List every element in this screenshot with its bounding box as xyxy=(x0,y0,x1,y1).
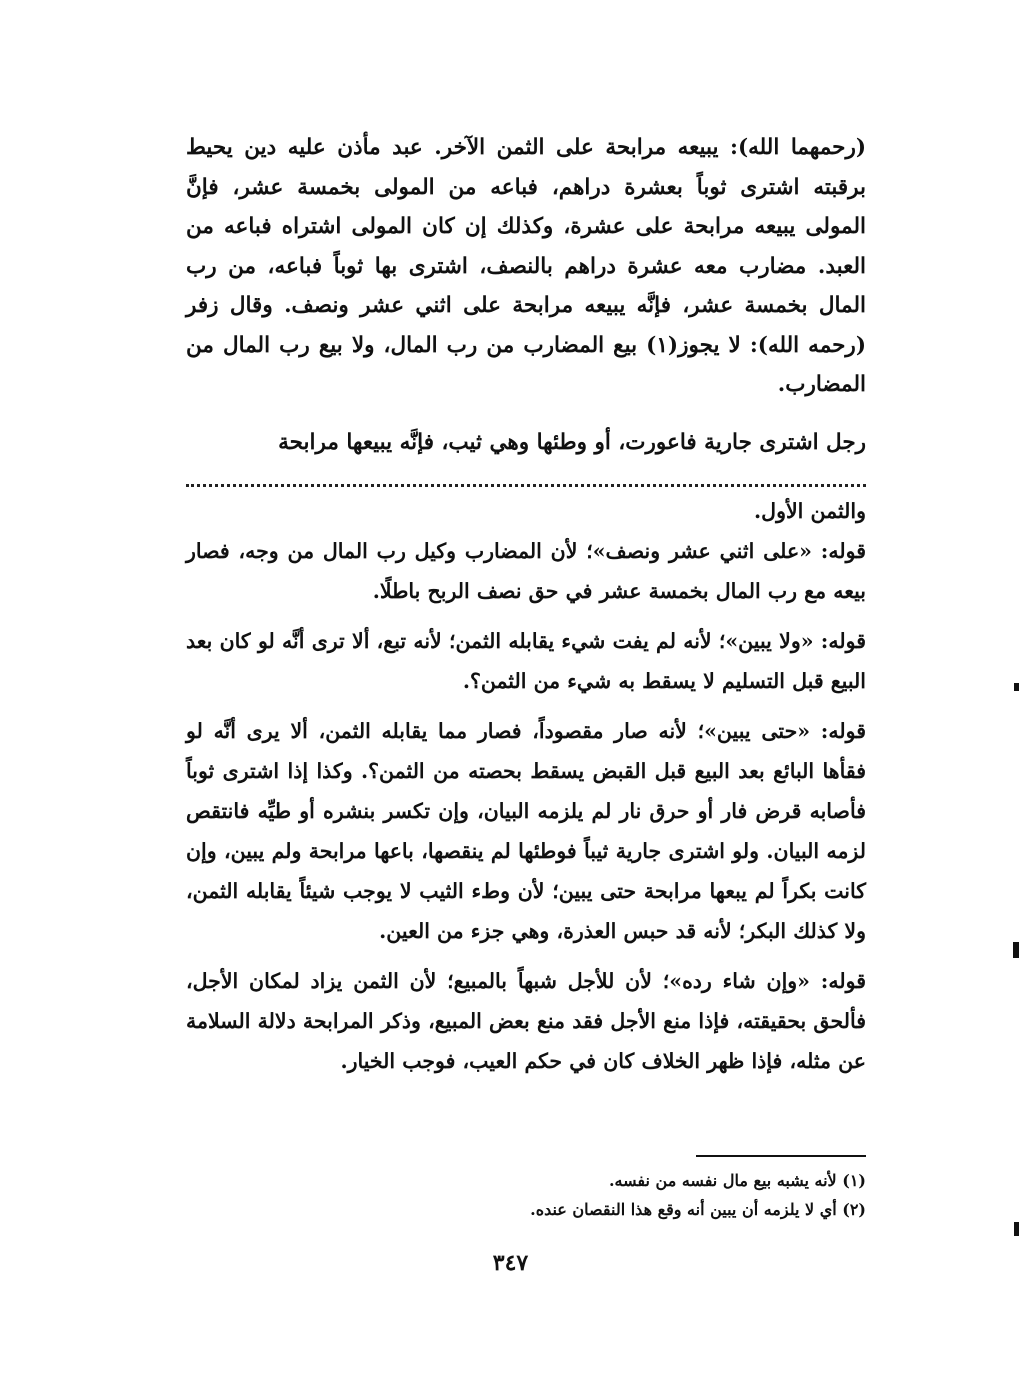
page-body xyxy=(186,128,866,1081)
scan-edge-mark xyxy=(1014,1222,1019,1236)
commentary-note: قوله: «ولا يبين»؛ لأنه لم يفت شيء يقابله الثمن؛ لأنه تبع، ألا ترى أنَّه لو كان بعد البيع قبل التسليم لا يسقط به شيء من الثمن؟. xyxy=(186,629,866,693)
scan-edge-mark xyxy=(1013,942,1019,958)
main-text-paragraph: (رحمهما الله): يبيعه مرابحة على الثمن الآخر. عبد مأذن عليه دين يحيط برقبته اشترى ثوباً بعشرة دراهم، فباعه من المولى بخمسة عشر، فإنَّ المولى يبيعه مرابحة على عشرة، وكذلك إن كان المولى اشتراه فباعه من العبد. مضارب معه عشرة دراهم بالنصف، اشترى بها ثوباً فباعه، من رب المال بخمسة عشر، فإنَّه يبيعه مرابحة على اثني عشر ونصف. وقال زفر (رحمه الله): لا يجوز(١) بيع المضارب من رب المال، ولا بيع رب المال من المضارب. xyxy=(186,135,866,397)
commentary-note: قوله: «وإن شاء رده»؛ لأن للأجل شبهاً بالمبيع؛ لأن الثمن يزاد لمكان الأجل، فألحق بحقيقته، فإذا منع الأجل فقد منع بعض المبيع، وذكر المرابحة دلالة السلامة عن مثله، فإذا ظهر الخلاف كان في حكم العيب، فوجب الخيار. xyxy=(186,969,866,1073)
footnote-item: (٢) أي لا يلزمه أن يبين أنه وقع هذا النقصان عنده. xyxy=(530,1200,866,1219)
commentary-note: قوله: «حتى يبين»؛ لأنه صار مقصوداً، فصار مما يقابله الثمن، ألا يرى أنَّه لو فقأها البائع بعد البيع قبل القبض يسقط بحصته من الثمن؟. وكذا إذا اشترى ثوباً فأصابه قرض فار أو حرق نار لم يلزمه البيان، وإن تكسر بنشره أو طيِّه فانتقص لزمه البيان. ولو اشترى جارية ثيباً فوطئها لم ينقصها، باعها مرابحة ولم يبين، وإن كانت بكراً لم يبعها مرابحة حتى يبين؛ لأن وطء الثيب لا يوجب شيئاً يقابله الثمن، ولا كذلك البكر؛ لأنه قد حبس العذرة، وهي جزء من العين. xyxy=(186,719,866,943)
commentary-continuation: والثمن الأول. xyxy=(754,499,866,523)
main-text-paragraph: رجل اشترى جارية فاعورت، أو وطئها وهي ثيب، فإنَّه يبيعها مرابحة xyxy=(278,429,866,455)
dotted-separator xyxy=(186,474,866,487)
footnote-item: (١) لأنه يشبه بيع مال نفسه من نفسه. xyxy=(608,1171,866,1190)
footnotes xyxy=(186,1166,866,1224)
footnote-divider xyxy=(696,1155,866,1157)
page-number: ٣٤٧ xyxy=(492,1250,529,1276)
commentary-note: قوله: «على اثني عشر ونصف»؛ لأن المضارب وكيل رب المال من وجه، فصار بيعه مع رب المال بخمسة عشر في حق نصف الربح باطلًا. xyxy=(186,539,866,603)
scan-edge-mark xyxy=(1014,683,1019,691)
